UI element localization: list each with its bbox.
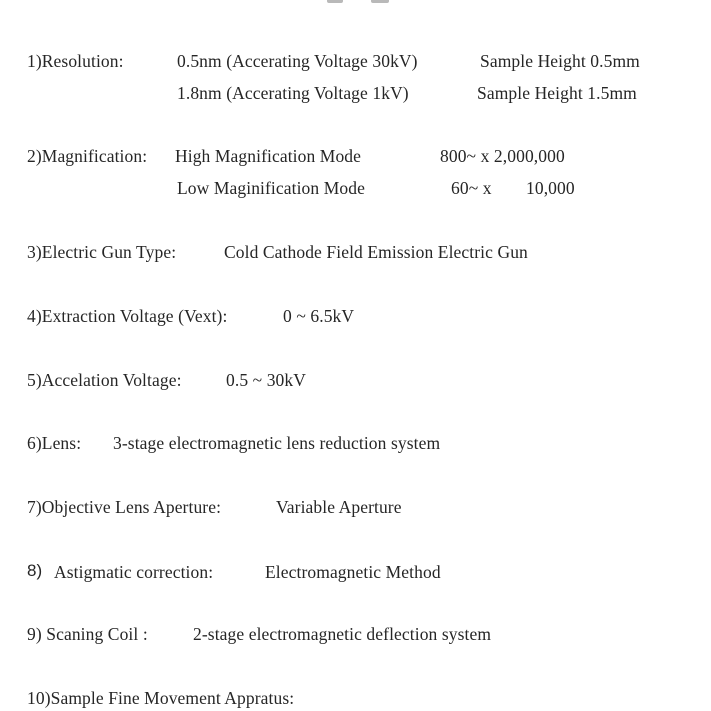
astigmatic-number-text: 8)	[27, 561, 43, 580]
resolution-sample-height-1: Sample Height 0.5mm	[480, 51, 640, 71]
lens-label: 6)Lens:	[27, 433, 82, 453]
low-magnification-mode: Low Maginification Mode	[177, 178, 365, 198]
sample-movement-label: 10)Sample Fine Movement Appratus:	[27, 688, 295, 708]
magnification-label: 2)Magnification:	[27, 146, 148, 166]
accelation-voltage-label: 5)Accelation Voltage:	[27, 370, 182, 390]
scaning-coil-value: 2-stage electromagnetic deflection system	[193, 624, 492, 644]
resolution-sample-height-2: Sample Height 1.5mm	[477, 83, 637, 103]
resolution-value-1: 0.5nm (Accerating Voltage 30kV)	[177, 51, 418, 71]
extraction-voltage-value: 0 ~ 6.5kV	[283, 306, 355, 326]
low-magnification-range-start: 60~ x	[451, 178, 492, 198]
high-magnification-mode: High Magnification Mode	[175, 146, 362, 166]
resolution-value-2: 1.8nm (Accerating Voltage 1kV)	[177, 83, 409, 103]
high-magnification-range: 800~ x 2,000,000	[440, 146, 565, 166]
electric-gun-value: Cold Cathode Field Emission Electric Gun	[224, 242, 528, 262]
resolution-label: 1)Resolution:	[27, 51, 124, 71]
cropped-text-remnant	[327, 0, 397, 4]
electric-gun-label: 3)Electric Gun Type:	[27, 242, 177, 262]
objective-aperture-value: Variable Aperture	[276, 497, 402, 517]
scaning-coil-label: 9) Scaning Coil :	[27, 624, 148, 644]
accelation-voltage-value: 0.5 ~ 30kV	[226, 370, 306, 390]
astigmatic-value: Electromagnetic Method	[265, 562, 441, 582]
extraction-voltage-label: 4)Extraction Voltage (Vext):	[27, 306, 228, 326]
lens-value: 3-stage electromagnetic lens reduction system	[113, 433, 441, 453]
objective-aperture-label: 7)Objective Lens Aperture:	[27, 497, 222, 517]
astigmatic-label: Astigmatic correction:	[54, 562, 214, 582]
low-magnification-range-end: 10,000	[526, 178, 575, 198]
astigmatic-number	[27, 560, 42, 582]
